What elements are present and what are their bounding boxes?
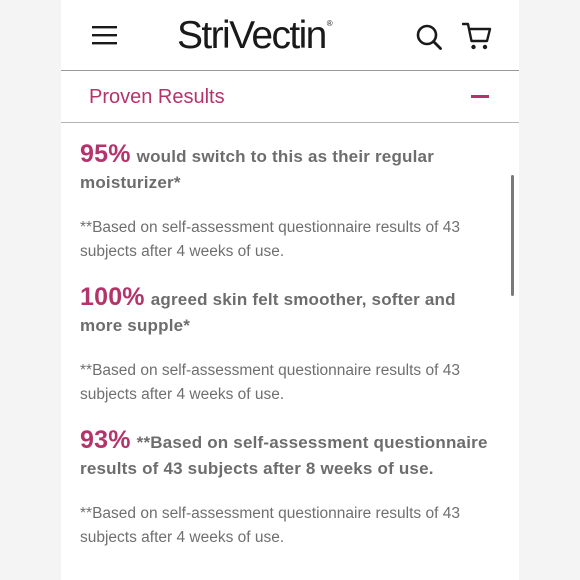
stat-percent: 95%	[80, 140, 131, 168]
hamburger-menu-icon[interactable]	[92, 25, 117, 45]
stat-percent: 93%	[80, 426, 131, 454]
stat-item	[80, 427, 495, 550]
stat-statement	[80, 284, 495, 339]
search-icon[interactable]	[416, 24, 442, 50]
shopping-cart-icon[interactable]	[462, 21, 492, 51]
stat-statement	[80, 427, 495, 482]
accordion-title: Proven Results	[89, 86, 225, 108]
stat-claim: agreed skin felt smoother, softer and more supple*	[80, 290, 456, 335]
stat-item	[80, 141, 495, 264]
stat-item	[80, 284, 495, 407]
stat-statement	[80, 141, 495, 196]
stat-claim: **Based on self-assessment questionnaire results of 43 subjects after 8 weeks of use.	[80, 433, 488, 478]
stat-footnote: **Based on self-assessment questionnaire results of 43 subjects after 4 weeks of use.	[80, 505, 460, 546]
product-page	[61, 0, 519, 580]
stat-claim: would switch to this as their regular moisturizer*	[80, 147, 435, 192]
stat-footnote: **Based on self-assessment questionnaire results of 43 subjects after 4 weeks of use.	[80, 219, 460, 260]
stat-percent: 100%	[80, 283, 145, 311]
minus-icon[interactable]	[471, 95, 489, 98]
accordion-proven-results[interactable]	[61, 71, 519, 123]
registered-mark: ®	[326, 19, 333, 28]
site-header	[61, 0, 519, 71]
logo-text: StriVectin	[177, 14, 326, 57]
stat-footnote: **Based on self-assessment questionnaire results of 43 subjects after 4 weeks of use.	[80, 362, 460, 403]
accordion-content	[61, 123, 519, 550]
scrollbar-thumb[interactable]	[511, 175, 514, 296]
brand-logo[interactable]	[177, 14, 333, 58]
